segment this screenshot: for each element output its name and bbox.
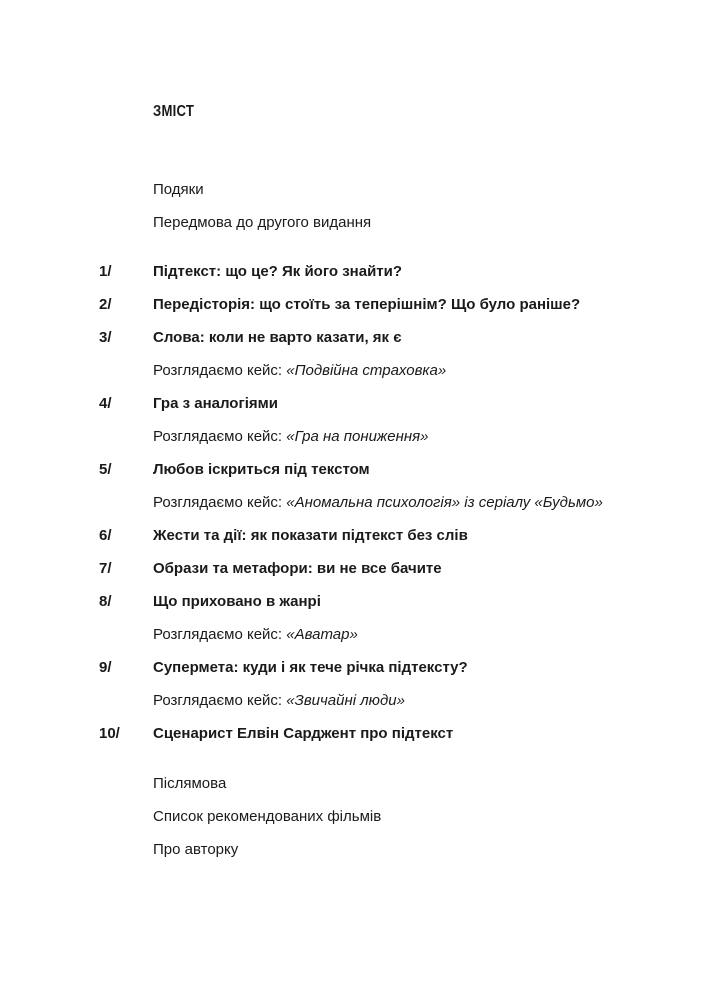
case-prefix: Розглядаємо кейс: — [153, 494, 287, 511]
chapter-entry[interactable] — [0, 519, 728, 552]
case-study-label — [153, 618, 358, 651]
case-title: «Гра на пониження» — [286, 428, 429, 445]
chapter-entry[interactable] — [0, 651, 728, 684]
case-study-entry[interactable] — [0, 618, 728, 651]
chapter-title: Любов іскриться під текстом — [153, 461, 370, 478]
case-study-entry[interactable] — [0, 354, 728, 387]
chapter-title: Підтекст: що це? Як його знайти? — [153, 263, 403, 280]
chapter-number: 7/ — [99, 560, 112, 577]
case-study-label — [153, 486, 603, 519]
chapter-number: 2/ — [99, 296, 112, 313]
case-study-entry[interactable] — [0, 684, 728, 717]
chapter-title: Сценарист Елвін Сарджент про підтекст — [153, 725, 454, 742]
chapter-title: Слова: коли не варто казати, як є — [153, 329, 402, 346]
chapter-number: 4/ — [99, 395, 112, 412]
case-study-entry[interactable] — [0, 486, 728, 519]
toc-entry[interactable] — [0, 767, 728, 800]
chapter-entry[interactable] — [0, 585, 728, 618]
chapter-number: 6/ — [99, 527, 112, 544]
case-study-label — [153, 684, 405, 717]
toc-entry[interactable] — [0, 206, 728, 239]
toc-entry[interactable] — [0, 800, 728, 833]
chapter-entry[interactable] — [0, 255, 728, 288]
case-title: «Аватар» — [286, 626, 358, 643]
back-matter — [0, 767, 728, 866]
entry-label: Про авторку — [153, 841, 239, 858]
case-title: «Звичайні люди» — [286, 692, 405, 709]
chapter-number: 8/ — [99, 593, 112, 610]
chapter-number: 5/ — [99, 461, 112, 478]
chapter-entry[interactable] — [0, 453, 728, 486]
toc-entry[interactable] — [0, 173, 728, 206]
case-prefix: Розглядаємо кейс: — [153, 626, 287, 643]
chapter-entry[interactable] — [0, 321, 728, 354]
toc-title: ЗМІСТ — [153, 103, 195, 120]
entry-label: Передмова до другого видання — [153, 214, 372, 231]
chapter-number: 1/ — [99, 263, 112, 280]
entry-label: Післямова — [153, 775, 227, 792]
case-title: «Подвійна страховка» — [286, 362, 447, 379]
chapter-number: 3/ — [99, 329, 112, 346]
entry-label: Подяки — [153, 181, 204, 198]
chapter-entry[interactable] — [0, 288, 728, 321]
chapter-title: Супермета: куди і як тече річка підтексту? — [153, 659, 468, 676]
case-study-entry[interactable] — [0, 420, 728, 453]
case-prefix: Розглядаємо кейс: — [153, 692, 287, 709]
chapter-title: Образи та метафори: ви не все бачите — [153, 560, 442, 577]
chapter-title: Що приховано в жанрі — [153, 593, 321, 610]
chapter-title: Жести та дії: як показати підтекст без слів — [153, 527, 468, 544]
chapter-title: Гра з аналогіями — [153, 395, 278, 412]
chapter-number: 9/ — [99, 659, 112, 676]
entry-label: Список рекомендованих фільмів — [153, 808, 382, 825]
case-study-label — [153, 354, 446, 387]
front-matter — [0, 173, 728, 239]
case-prefix: Розглядаємо кейс: — [153, 362, 287, 379]
chapter-list — [0, 255, 728, 750]
chapter-entry[interactable] — [0, 717, 728, 750]
chapter-entry[interactable] — [0, 552, 728, 585]
toc-entry[interactable] — [0, 833, 728, 866]
chapter-number: 10/ — [99, 725, 120, 742]
chapter-entry[interactable] — [0, 387, 728, 420]
case-title: «Аномальна психологія» із серіалу «Будьмо» — [286, 494, 603, 511]
chapter-title: Передісторія: що стоїть за теперішнім? Що було раніше? — [153, 296, 581, 313]
case-prefix: Розглядаємо кейс: — [153, 428, 287, 445]
case-study-label — [153, 420, 428, 453]
